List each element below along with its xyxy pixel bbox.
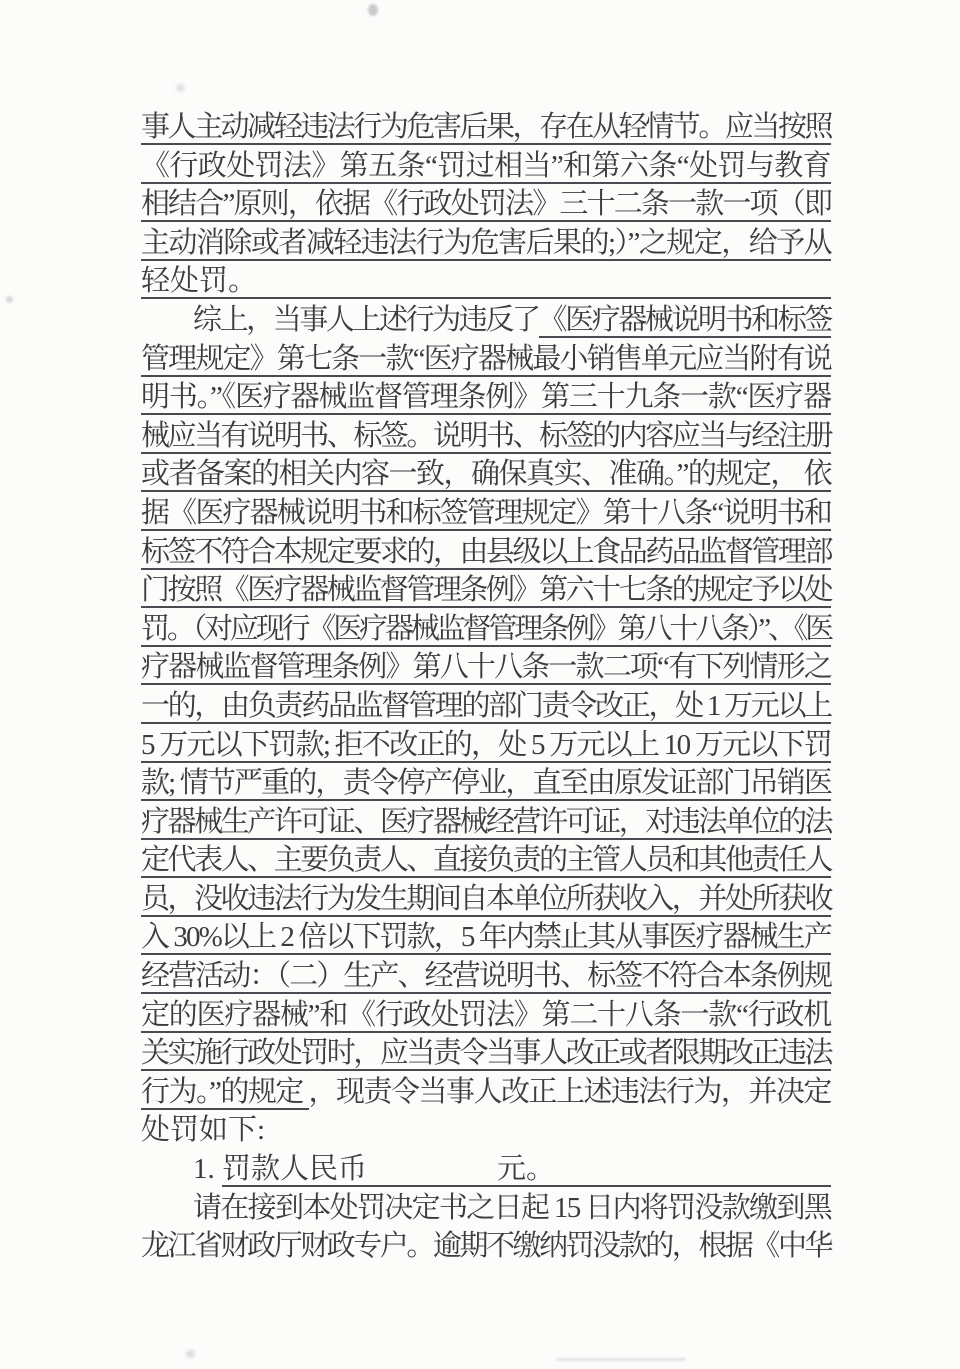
text-segment: 相结合”原则，依据《行政处罚法》三十二条一款一项（即	[141, 188, 832, 221]
scan-artifact	[6, 296, 13, 303]
text-line	[141, 920, 831, 959]
text-segment: 《医疗器械说明书和标签	[538, 303, 831, 336]
text-segment: 标签不符合本规定要求的，由县级以上食品药品监督管理部	[141, 535, 832, 568]
text-line	[141, 882, 831, 921]
text-segment: 《行政处罚法》第五条“罚过相当”和第六条“处罚与教育	[141, 149, 832, 182]
text-line	[141, 496, 831, 535]
text-segment: ，现责令当事人改正上述违法行为，并决定	[308, 1075, 831, 1108]
text-line	[141, 342, 831, 381]
text-segment: 员，没收违法行为发生期间自本单位所获收入，并处所获收	[141, 882, 832, 915]
text-segment: 事人主动减轻违法行为危害后果，存在从轻情节。应当按照	[141, 111, 832, 143]
text-segment: 5 万元以下罚款; 拒不改正的，处 5 万元以上 10 万元以下罚	[141, 728, 832, 761]
text-line	[141, 728, 831, 767]
text-line	[141, 264, 831, 303]
blank-underline-gap	[367, 1152, 497, 1187]
text-line	[141, 419, 831, 458]
scan-artifact	[368, 4, 378, 16]
text-line	[141, 380, 831, 419]
scan-artifact	[556, 1358, 686, 1361]
text-segment: 1.	[193, 1153, 222, 1186]
text-line	[141, 689, 831, 728]
text-segment: 元。	[497, 1153, 556, 1186]
text-segment: 一的，由负责药品监督管理的部门责令改正，处 1 万元以上	[141, 689, 831, 722]
underline-fill	[555, 1152, 831, 1187]
text-segment: 据《医疗器械说明书和标签管理规定》第十八条“说明书和	[141, 496, 832, 529]
text-segment: 综上，当事人上述行为违反了	[193, 303, 539, 336]
text-line	[141, 149, 831, 188]
text-line	[141, 1036, 831, 1075]
text-segment: 疗器械生产许可证、医疗器械经营许可证，对违法单位的法	[141, 805, 832, 838]
text-segment: 款; 情节严重的，责令停产停业，直至由原发证部门吊销医	[141, 767, 832, 800]
text-segment: 门按照《医疗器械监督管理条例》第六十七条的规定予以处	[141, 574, 832, 607]
text-segment: 轻处罚。	[141, 265, 258, 298]
text-line	[141, 998, 831, 1037]
text-line	[141, 650, 831, 689]
underline-fill	[257, 264, 831, 299]
text-line	[141, 959, 831, 998]
text-line	[141, 766, 831, 805]
text-segment: 罚款人民币	[222, 1153, 368, 1186]
text-segment: 或者备案的相关内容一致，确保真实、准确。”的规定， 依	[141, 458, 832, 491]
text-segment: 管理规定》第七条一款“医疗器械最小销售单元应当附有说	[141, 342, 832, 375]
text-line	[141, 1075, 831, 1114]
text-segment: 行为。”的规定	[141, 1075, 309, 1108]
text-segment: 罚。（对应现行《医疗器械监督管理条例》第八十八条）”、《医	[141, 612, 832, 645]
text-segment: 械应当有说明书、标签。说明书、标签的内容应当与经注册	[141, 419, 832, 452]
text-line	[141, 187, 831, 226]
text-line	[141, 1229, 831, 1268]
scan-artifact	[186, 1350, 195, 1358]
text-line	[141, 1152, 831, 1191]
text-block	[141, 110, 831, 1268]
text-line	[141, 303, 831, 342]
text-line	[141, 457, 831, 496]
text-line	[141, 612, 831, 651]
text-line	[141, 110, 831, 149]
text-segment: 明书。”《医疗器械监督管理条例》第三十九条一款“医疗器	[141, 381, 831, 414]
text-segment: 主动消除或者减轻违法行为危害后果的;）”之规定，给予从	[141, 226, 832, 259]
text-segment: 定代表人、主要负责人、直接负责的主管人员和其他责任人	[141, 844, 832, 877]
scan-artifact	[176, 84, 185, 92]
text-segment: 请在接到本处罚决定书之日起 15 日内将罚没款缴到黑	[193, 1191, 832, 1224]
text-segment: 关实施行政处罚时，应当责令当事人改正或者限期改正违法	[141, 1037, 832, 1070]
text-line	[141, 1191, 831, 1230]
text-line	[141, 1113, 831, 1152]
text-segment: 定的医疗器械”和《行政处罚法》第二十八条一款“行政机	[141, 998, 832, 1031]
text-line	[141, 843, 831, 882]
text-segment: 处罚如下:	[141, 1114, 266, 1147]
text-line	[141, 226, 831, 265]
text-line	[141, 805, 831, 844]
text-segment: 疗器械监督管理条例》第八十八条一款二项“有下列情形之	[141, 651, 832, 684]
text-segment: 龙江省财政厅财政专户。逾期不缴纳罚没款的，根据《中华	[141, 1230, 832, 1263]
text-line	[141, 573, 831, 612]
text-segment: 经营活动：（二）生产、经营说明书、标签不符合本条例规	[141, 960, 832, 993]
text-line	[141, 535, 831, 574]
text-segment: 入 30%以上 2 倍以下罚款，5 年内禁止其从事医疗器械生产	[141, 921, 831, 954]
